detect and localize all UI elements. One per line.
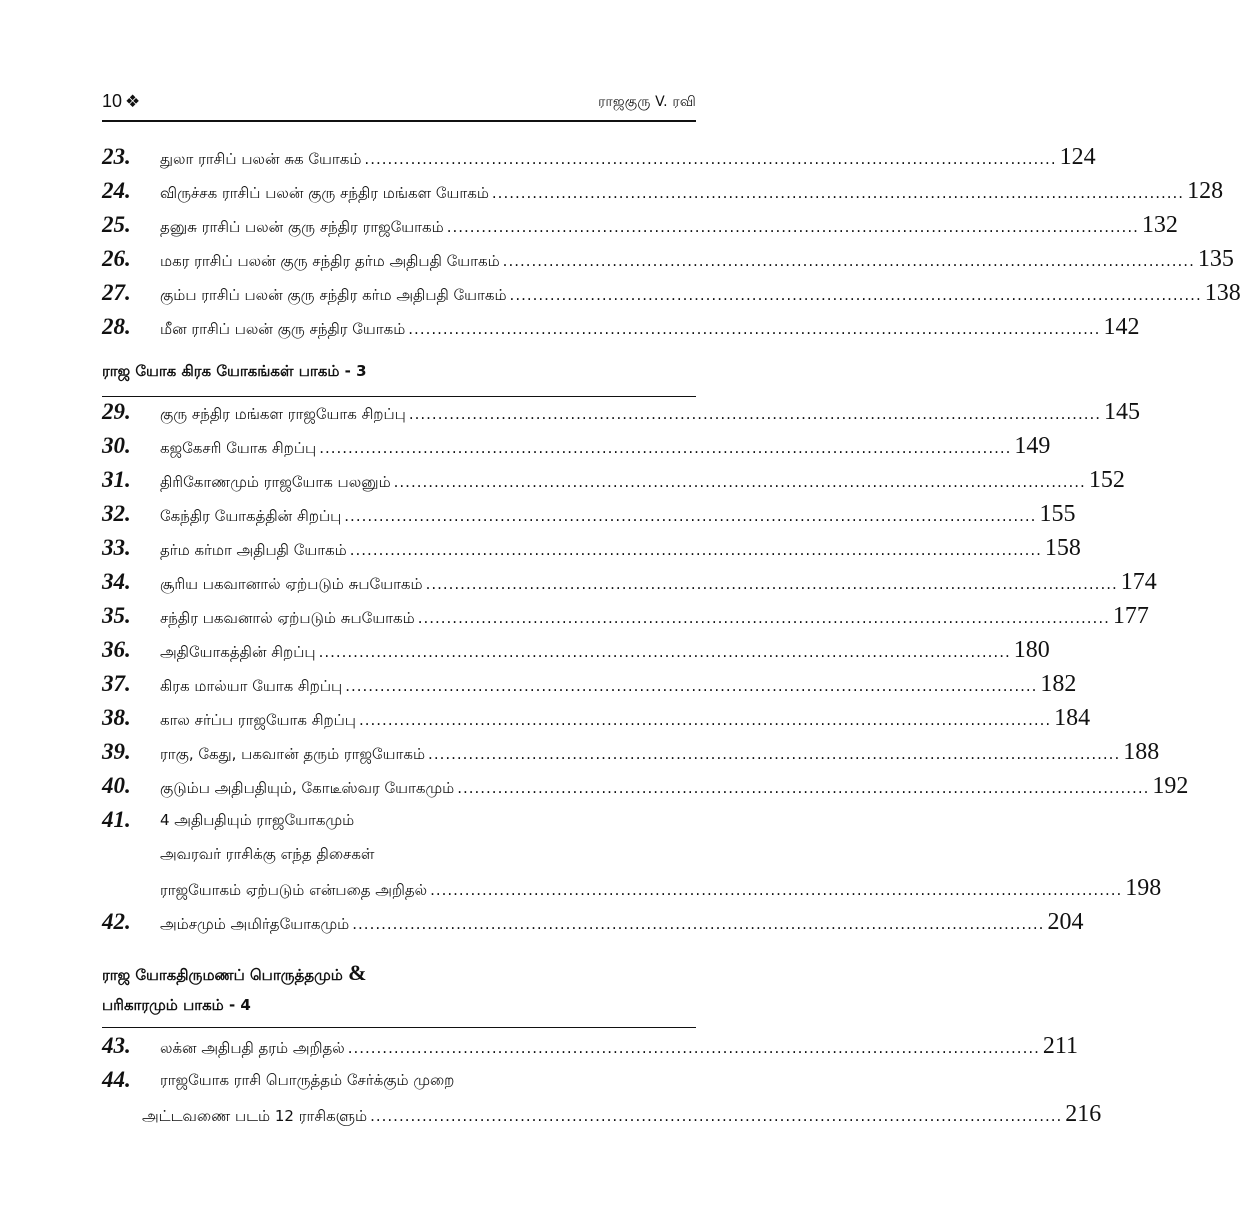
entry-number: 42. (102, 909, 131, 934)
entry-number: 28. (102, 314, 131, 339)
entry-number: 33. (102, 535, 131, 560)
dot-leader: ........................................................................................................................ (344, 507, 1037, 525)
ampersand: & (348, 960, 367, 985)
toc-entry (102, 497, 1076, 531)
entry-page: 184 (1054, 705, 1091, 731)
section-heading-part-4-line2: பரிகாரமும் பாகம் - 4 (102, 996, 251, 1014)
entry-number: 35. (102, 603, 131, 628)
dot-leader: ........................................................................................................................ (318, 643, 1011, 661)
dot-leader: ........................................................................................................................ (417, 609, 1110, 627)
toc-entry (102, 463, 1125, 497)
dot-leader: ........................................................................................................................ (358, 711, 1052, 729)
entry-page: 177 (1112, 603, 1149, 629)
toc-entry (102, 208, 1178, 242)
entry-page: 182 (1040, 671, 1077, 697)
entry-page: 155 (1039, 501, 1076, 527)
section-heading-text: ராஜ யோகதிருமணப் பொருத்தமும் (102, 966, 343, 984)
entry-title: துலா ராசிப் பலன் சுக யோகம் (160, 150, 362, 168)
toc-entry (102, 1029, 1078, 1063)
entry-title: கேந்திர யோகத்தின் சிறப்பு (160, 507, 342, 525)
toc-entry (102, 174, 1224, 208)
toc-entry (102, 310, 1140, 344)
entry-number: 30. (102, 433, 131, 458)
toc-entry (102, 735, 1160, 769)
entry-number: 24. (102, 178, 131, 203)
dot-leader: ........................................................................................................................ (408, 405, 1102, 423)
entry-title: தர்ம கர்மா அதிபதி யோகம் (160, 541, 347, 559)
entry-number: 29. (102, 399, 131, 424)
entry-title: ராஜயோக ராசி பொருத்தம் சேர்க்கும் முறை (160, 1071, 455, 1089)
entry-title: மீன ராசிப் பலன் குரு சந்திர யோகம் (160, 320, 406, 338)
entry-page: 124 (1059, 144, 1096, 170)
author-name: ராஜகுரு V. ரவி (598, 94, 696, 110)
toc-entry (102, 1063, 696, 1097)
toc-entry (102, 395, 1141, 429)
entry-page: 158 (1044, 535, 1081, 561)
toc-entry (102, 276, 1241, 310)
section-heading-part-4-line1 (102, 958, 366, 990)
toc-entry (102, 905, 1084, 939)
toc-entry (102, 667, 1077, 701)
entry-number: 39. (102, 739, 131, 764)
entry-number: 44. (102, 1067, 131, 1092)
entry-title: 4 அதிபதியும் ராஜயோகமும் (160, 811, 355, 829)
entry-title: திரிகோணமும் ராஜயோக பலனும் (160, 473, 391, 491)
entry-page: 211 (1042, 1033, 1078, 1059)
dot-leader: ........................................................................................................................ (457, 779, 1150, 797)
toc-entry (102, 633, 1050, 667)
entry-title: சூரிய பகவானால் ஏற்படும் சுபயோகம் (160, 575, 423, 593)
entry-title: அட்டவணை படம் 12 ராசிகளும் (142, 1107, 368, 1125)
toc-entry-continuation (102, 837, 696, 871)
dot-leader: ........................................................................................................................ (509, 286, 1202, 304)
dot-leader: ........................................................................................................................ (347, 1039, 1040, 1057)
entry-number: 27. (102, 280, 131, 305)
dot-leader: ........................................................................................................................ (364, 150, 1057, 168)
entry-page: 188 (1123, 739, 1160, 765)
entry-page: 145 (1104, 399, 1141, 425)
entry-page: 149 (1014, 433, 1051, 459)
entry-number: 36. (102, 637, 131, 662)
entry-title: லக்ன அதிபதி தரம் அறிதல் (160, 1039, 345, 1057)
entry-number: 23. (102, 144, 131, 169)
dot-leader: ........................................................................................................................ (428, 745, 1121, 763)
dot-leader: ........................................................................................................................ (349, 541, 1042, 559)
toc-entry (102, 242, 1234, 276)
running-header (102, 84, 696, 122)
ornament-icon: ❖ (125, 92, 141, 111)
page-number-text: 10 (102, 91, 123, 111)
dot-leader: ........................................................................................................................ (370, 1107, 1063, 1125)
entry-number: 43. (102, 1033, 131, 1058)
entry-number: 25. (102, 212, 131, 237)
dot-leader: ........................................................................................................................ (319, 439, 1012, 457)
entry-title: அம்சமும் அமிர்தயோகமும் (160, 915, 350, 933)
toc-entry (102, 599, 1149, 633)
entry-title: ராஜயோகம் ஏற்படும் என்பதை அறிதல் (160, 881, 428, 899)
entry-title: ராகு, கேது, பகவான் தரும் ராஜயோகம் (160, 745, 426, 763)
dot-leader: ........................................................................................................................ (446, 218, 1139, 236)
entry-title: கஜகேசரி யோக சிறப்பு (160, 439, 317, 457)
toc-entry-continuation (102, 1097, 1102, 1131)
entry-title: கும்ப ராசிப் பலன் குரு சந்திர கர்ம அதிபதி யோகம் (160, 286, 507, 304)
dot-leader: ........................................................................................................................ (502, 252, 1195, 270)
dot-leader: ........................................................................................................................ (425, 575, 1118, 593)
toc-entry-continuation (102, 871, 1162, 905)
toc-entry (102, 803, 696, 837)
entry-title: சந்திர பகவனால் ஏற்படும் சுபயோகம் (160, 609, 415, 627)
dot-leader: ........................................................................................................................ (345, 677, 1038, 695)
toc-entry (102, 701, 1091, 735)
entry-title: தனுசு ராசிப் பலன் குரு சந்திர ராஜயோகம் (160, 218, 444, 236)
entry-page: 204 (1047, 909, 1084, 935)
entry-page: 180 (1013, 637, 1050, 663)
toc-entry (102, 429, 1051, 463)
entry-number: 41. (102, 807, 131, 832)
entry-title: கிரக மால்யா யோக சிறப்பு (160, 677, 343, 695)
entry-page: 174 (1120, 569, 1157, 595)
section-divider (102, 1027, 696, 1028)
toc-entry (102, 565, 1157, 599)
entry-page: 198 (1125, 875, 1162, 901)
entry-number: 40. (102, 773, 131, 798)
entry-page: 216 (1065, 1101, 1102, 1127)
entry-title: மகர ராசிப் பலன் குரு சந்திர தர்ம அதிபதி யோகம் (160, 252, 500, 270)
dot-leader: ........................................................................................................................ (393, 473, 1086, 491)
entry-page: 138 (1204, 280, 1241, 306)
dot-leader: ........................................................................................................................ (491, 184, 1185, 202)
entry-page: 142 (1103, 314, 1140, 340)
entry-title: குரு சந்திர மங்கள ராஜயோக சிறப்பு (160, 405, 406, 423)
entry-number: 26. (102, 246, 131, 271)
page-number (102, 91, 140, 112)
entry-number: 37. (102, 671, 131, 696)
dot-leader: ........................................................................................................................ (408, 320, 1101, 338)
entry-number: 38. (102, 705, 131, 730)
entry-page: 192 (1152, 773, 1189, 799)
section-heading-part-3: ராஜ யோக கிரக யோகங்கள் பாகம் - 3 (102, 362, 367, 380)
entry-number: 34. (102, 569, 131, 594)
entry-page: 152 (1088, 467, 1125, 493)
entry-number: 32. (102, 501, 131, 526)
entry-page: 128 (1187, 178, 1224, 204)
entry-number: 31. (102, 467, 131, 492)
entry-title: அவரவர் ராசிக்கு எந்த திசைகள் (160, 845, 375, 863)
entry-title: கால சர்ப்ப ராஜயோக சிறப்பு (160, 711, 356, 729)
entry-title: அதியோகத்தின் சிறப்பு (160, 643, 316, 661)
toc-entry (102, 531, 1081, 565)
toc-entry (102, 140, 1096, 174)
entry-page: 132 (1141, 212, 1178, 238)
entry-title: குடும்ப அதிபதியும், கோடீஸ்வர யோகமும் (160, 779, 455, 797)
entry-page: 135 (1197, 246, 1234, 272)
dot-leader: ........................................................................................................................ (430, 881, 1123, 899)
toc-entry (102, 769, 1189, 803)
dot-leader: ........................................................................................................................ (352, 915, 1045, 933)
entry-title: விருச்சக ராசிப் பலன் குரு சந்திர மங்கள யோகம் (160, 184, 489, 202)
